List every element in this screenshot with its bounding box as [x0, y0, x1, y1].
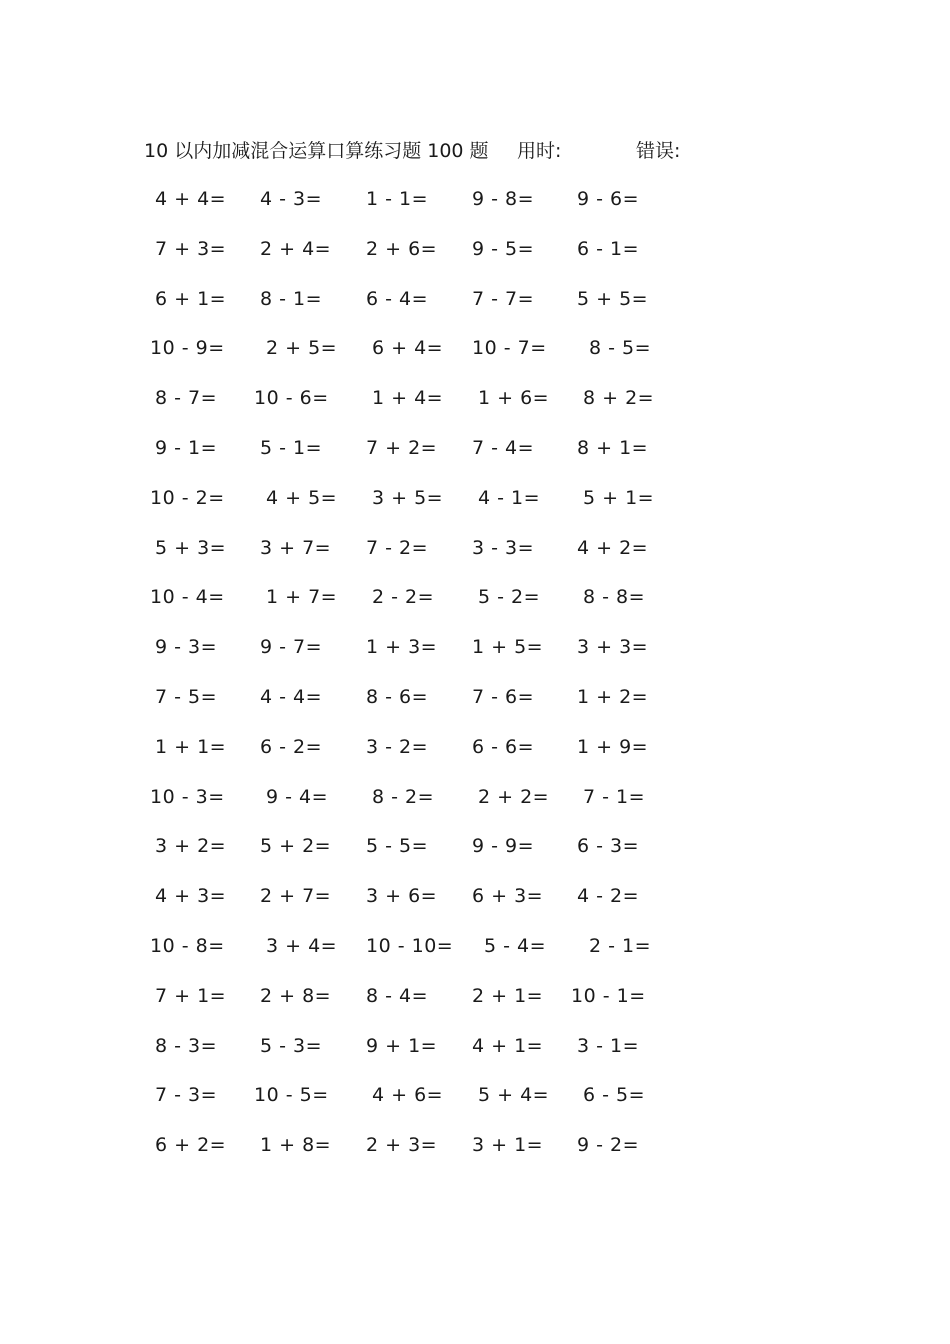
problem-cell: 8 - 8=: [583, 586, 646, 609]
problem-row: [0, 732, 950, 782]
problem-cell: 5 - 2=: [478, 586, 541, 609]
problem-cell: 9 - 9=: [472, 835, 535, 858]
problem-grid: [0, 184, 950, 1180]
problem-row: [0, 234, 950, 284]
problem-cell: 4 - 4=: [260, 685, 323, 708]
problem-cell: 8 - 3=: [155, 1034, 218, 1057]
problem-cell: 8 - 4=: [366, 984, 429, 1007]
problem-cell: 7 - 1=: [583, 785, 646, 808]
problem-cell: 8 + 1=: [577, 436, 649, 459]
problem-cell: 8 - 7=: [155, 387, 218, 410]
problem-cell: 3 + 2=: [155, 835, 227, 858]
problem-cell: 6 + 2=: [155, 1134, 227, 1157]
problem-cell: 5 - 5=: [366, 835, 429, 858]
problem-cell: 10 - 3=: [150, 785, 225, 808]
problem-cell: 9 + 1=: [366, 1034, 438, 1057]
problem-cell: 6 - 5=: [583, 1084, 646, 1107]
problem-cell: 2 + 3=: [366, 1134, 438, 1157]
problem-cell: 3 - 3=: [472, 536, 535, 559]
problem-row: [0, 184, 950, 234]
problem-cell: 10 - 4=: [150, 586, 225, 609]
problem-cell: 9 - 3=: [155, 636, 218, 659]
problem-cell: 1 + 6=: [478, 387, 550, 410]
problem-cell: 8 - 2=: [372, 785, 435, 808]
problem-cell: 4 - 1=: [478, 486, 541, 509]
problem-cell: 1 + 9=: [577, 735, 649, 758]
time-label: 用时:: [517, 140, 562, 162]
problem-cell: 4 + 2=: [577, 536, 649, 559]
problem-cell: 4 + 5=: [266, 486, 338, 509]
problem-row: [0, 1130, 950, 1180]
problem-cell: 1 + 2=: [577, 685, 649, 708]
problem-cell: 9 - 2=: [577, 1134, 640, 1157]
problem-cell: 7 - 6=: [472, 685, 535, 708]
problem-row: [0, 682, 950, 732]
problem-cell: 6 - 2=: [260, 735, 323, 758]
problem-row: [0, 831, 950, 881]
problem-cell: 6 + 3=: [472, 885, 544, 908]
problem-cell: 3 + 7=: [260, 536, 332, 559]
problem-row: [0, 881, 950, 931]
problem-row: [0, 533, 950, 583]
problem-cell: 7 - 5=: [155, 685, 218, 708]
problem-cell: 8 - 1=: [260, 287, 323, 310]
problem-cell: 7 - 3=: [155, 1084, 218, 1107]
worksheet-header: [144, 137, 764, 165]
problem-row: [0, 284, 950, 334]
problem-cell: 1 - 1=: [366, 188, 429, 210]
problem-row: [0, 782, 950, 832]
problem-cell: 4 + 1=: [472, 1034, 544, 1057]
problem-cell: 8 - 6=: [366, 685, 429, 708]
problem-cell: 2 + 7=: [260, 885, 332, 908]
problem-cell: 5 - 4=: [484, 934, 547, 957]
problem-cell: 10 - 2=: [150, 486, 225, 509]
problem-cell: 5 + 1=: [583, 486, 655, 509]
problem-cell: 6 - 3=: [577, 835, 640, 858]
problem-cell: 1 + 4=: [372, 387, 444, 410]
problem-row: [0, 1080, 950, 1130]
problem-cell: 2 + 5=: [266, 337, 338, 360]
problem-cell: 3 - 2=: [366, 735, 429, 758]
problem-row: [0, 981, 950, 1031]
problem-cell: 9 - 7=: [260, 636, 323, 659]
problem-cell: 3 + 4=: [266, 934, 338, 957]
problem-cell: 5 - 1=: [260, 436, 323, 459]
problem-cell: 1 + 7=: [266, 586, 338, 609]
problem-cell: 4 - 3=: [260, 188, 323, 210]
problem-cell: 3 + 3=: [577, 636, 649, 659]
problem-cell: 7 - 2=: [366, 536, 429, 559]
problem-cell: 6 - 4=: [366, 287, 429, 310]
problem-cell: 6 + 4=: [372, 337, 444, 360]
problem-cell: 3 + 6=: [366, 885, 438, 908]
problem-row: [0, 433, 950, 483]
problem-cell: 9 - 8=: [472, 188, 535, 210]
problem-cell: 10 - 7=: [472, 337, 547, 360]
problem-cell: 4 + 4=: [155, 188, 227, 210]
problem-cell: 1 + 3=: [366, 636, 438, 659]
problem-cell: 7 - 7=: [472, 287, 535, 310]
problem-row: [0, 931, 950, 981]
problem-row: [0, 333, 950, 383]
problem-row: [0, 483, 950, 533]
problem-cell: 7 + 2=: [366, 436, 438, 459]
problem-cell: 8 + 2=: [583, 387, 655, 410]
problem-cell: 6 - 1=: [577, 237, 640, 260]
problem-cell: 2 - 2=: [372, 586, 435, 609]
problem-cell: 10 - 1=: [571, 984, 646, 1007]
problem-cell: 2 + 1=: [472, 984, 544, 1007]
problem-cell: 10 - 5=: [254, 1084, 329, 1107]
problem-cell: 10 - 10=: [366, 934, 454, 957]
problem-cell: 1 + 8=: [260, 1134, 332, 1157]
problem-cell: 10 - 6=: [254, 387, 329, 410]
problem-cell: 5 + 2=: [260, 835, 332, 858]
worksheet-title: 10 以内加减混合运算口算练习题 100 题: [144, 140, 489, 162]
problem-cell: 4 + 6=: [372, 1084, 444, 1107]
problem-cell: 7 + 3=: [155, 237, 227, 260]
problem-cell: 4 - 2=: [577, 885, 640, 908]
problem-cell: 2 - 1=: [589, 934, 652, 957]
problem-cell: 2 + 8=: [260, 984, 332, 1007]
problem-cell: 9 - 6=: [577, 188, 640, 210]
problem-cell: 6 - 6=: [472, 735, 535, 758]
problem-cell: 2 + 4=: [260, 237, 332, 260]
problem-cell: 6 + 1=: [155, 287, 227, 310]
problem-cell: 4 + 3=: [155, 885, 227, 908]
problem-cell: 3 - 1=: [577, 1034, 640, 1057]
problem-cell: 5 - 3=: [260, 1034, 323, 1057]
problem-cell: 5 + 4=: [478, 1084, 550, 1107]
problem-cell: 10 - 9=: [150, 337, 225, 360]
problem-cell: 10 - 8=: [150, 934, 225, 957]
problem-cell: 3 + 1=: [472, 1134, 544, 1157]
problem-row: [0, 582, 950, 632]
error-label: 错误:: [636, 140, 681, 162]
problem-cell: 9 - 4=: [266, 785, 329, 808]
problem-row: [0, 383, 950, 433]
problem-row: [0, 632, 950, 682]
problem-row: [0, 1031, 950, 1081]
problem-cell: 9 - 1=: [155, 436, 218, 459]
problem-cell: 3 + 5=: [372, 486, 444, 509]
problem-cell: 9 - 5=: [472, 237, 535, 260]
problem-cell: 7 + 1=: [155, 984, 227, 1007]
problem-cell: 2 + 2=: [478, 785, 550, 808]
problem-cell: 2 + 6=: [366, 237, 438, 260]
problem-cell: 7 - 4=: [472, 436, 535, 459]
problem-cell: 5 + 3=: [155, 536, 227, 559]
problem-cell: 1 + 5=: [472, 636, 544, 659]
problem-cell: 1 + 1=: [155, 735, 227, 758]
problem-cell: 8 - 5=: [589, 337, 652, 360]
problem-cell: 5 + 5=: [577, 287, 649, 310]
